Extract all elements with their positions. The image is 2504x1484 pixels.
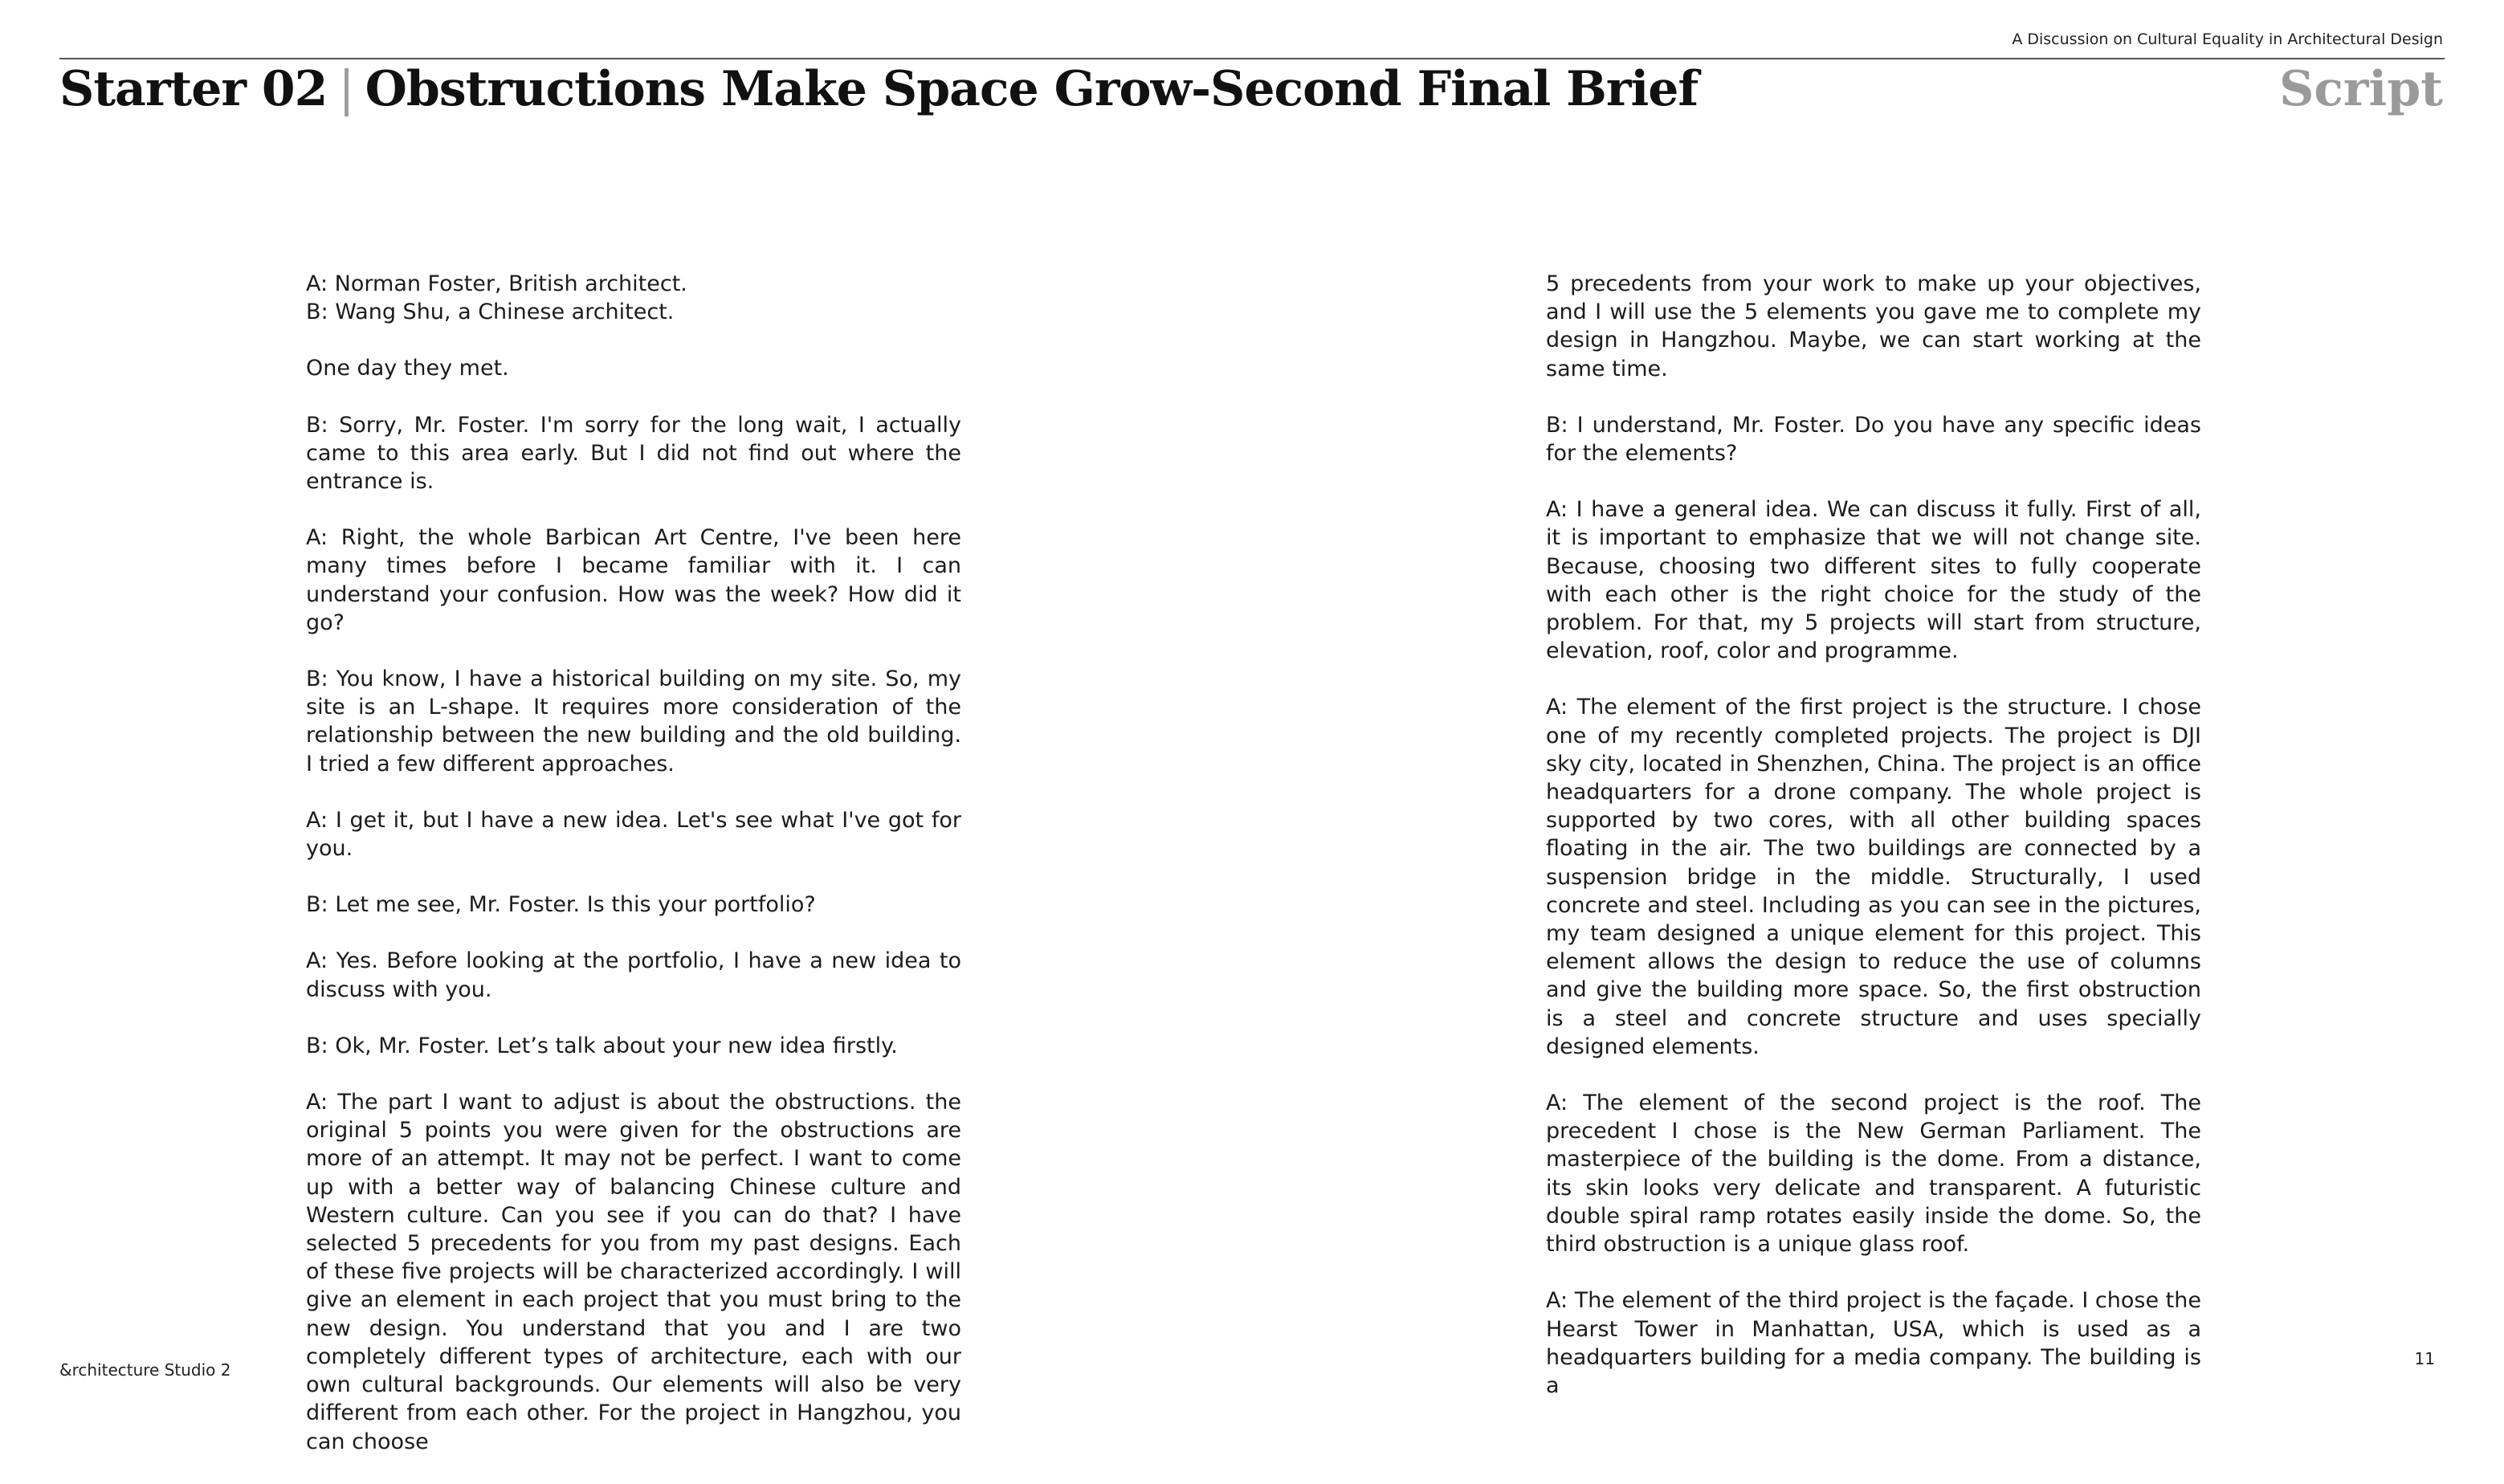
dialogue-paragraph: B: Sorry, Mr. Foster. I'm sorry for the long wait, I actually came to this area early. But I did not find out where the entrance is. [306,412,961,495]
title-brief-name: Obstructions Make Space Grow-Second Final Brief [365,61,1699,117]
dialogue-paragraph: B: Let me see, Mr. Foster. Is this your portfolio? [306,892,816,918]
right-text-column [1546,270,2201,1428]
dialogue-paragraph: 5 precedents from your work to make up your objectives, and I will use the 5 elements you gave me to complete my design in Hangzhou. Maybe, we can start working at the same time. [1546,271,2201,381]
dialogue-paragraph: A: Yes. Before looking at the portfolio, I have a new idea to discuss with you. [306,948,961,1002]
dialogue-paragraph: A: The element of the third project is the façade. I chose the Hearst Tower in Manhattan, USA, which is used as a headquarters building for a media company. The building is a [1546,1288,2201,1398]
dialogue-paragraph: B: I understand, Mr. Foster. Do you have any specific ideas for the elements? [1546,412,2201,467]
intro-line: A: Norman Foster, British architect. [306,271,687,296]
page-number: 11 [2414,1349,2435,1368]
header-divider [59,58,2445,59]
dialogue-paragraph: A: The element of the first project is the structure. I chose one of my recently completed projects. The project is DJI sky city, located in Shenzhen, China. The project is an office headquarters for a drone company. The whole project is supported by two cores, with all other building spaces floating in the air. The two buildings are connected by a suspension bridge in the middle. Structurally, I used concrete and steel. Including as you can see in the pictures, my team designed a unique element for this project. This element allows the design to reduce the use of columns and give the building more space. So, the first obstruction is a steel and concrete structure and uses specially designed elements. [1546,695,2201,1059]
section-label: Script [2279,61,2443,117]
page-title [59,61,1698,117]
document-subtitle: A Discussion on Cultural Equality in Architectural Design [2012,31,2443,48]
left-text-column [306,270,961,1484]
dialogue-paragraph: A: The element of the second project is the roof. The precedent I chose is the New German Parliament. The masterpiece of the building is the dome. From a distance, its skin looks very delicate and transparent. A futuristic double spiral ramp rotates easily inside the dome. So, the third obstruction is a unique glass roof. [1546,1091,2201,1258]
intro-line: B: Wang Shu, a Chinese architect. [306,300,675,325]
dialogue-paragraph: A: I get it, but I have a new idea. Let's see what I've got for you. [306,807,961,862]
studio-footer: &rchitecture Studio 2 [59,1360,231,1380]
dialogue-paragraph: B: You know, I have a historical building on my site. So, my site is an L-shape. It requires more consideration of the relationship between the new building and the old building. I tried a few different approaches. [306,667,961,777]
intro-block [306,270,961,326]
dialogue-paragraph: A: The part I want to adjust is about the obstructions. the original 5 points you were given for the obstructions are more of an attempt. It may not be perfect. I want to come up with a better way of balancing Chinese culture and Western culture. Can you see if you can do that? I have selected 5 precedents for you from my past designs. Each of these five projects will be characterized accordingly. I will give an element in each project that you must bring to the new design. You understand that you and I are two completely different types of architecture, each with our own cultural backgrounds. Our elements will also be very different from each other. For the project in Hangzhou, you can choose [306,1090,961,1454]
dialogue-paragraph: One day they met. [306,356,509,381]
title-separator: | [338,61,354,117]
title-starter-label: Starter 02 [59,61,328,117]
dialogue-paragraph: B: Ok, Mr. Foster. Let’s talk about your new idea firstly. [306,1033,898,1058]
dialogue-paragraph: A: Right, the whole Barbican Art Centre, I've been here many times before I became familiar with it. I can understand your confusion. How was the week? How did it go? [306,525,961,635]
dialogue-paragraph: A: I have a general idea. We can discuss it fully. First of all, it is important to emphasize that we will not change site. Because, choosing two different sites to fully cooperate with each other is the right choice for the study of the problem. For that, my 5 projects will start from structure, elevation, roof, color and programme. [1546,497,2201,664]
